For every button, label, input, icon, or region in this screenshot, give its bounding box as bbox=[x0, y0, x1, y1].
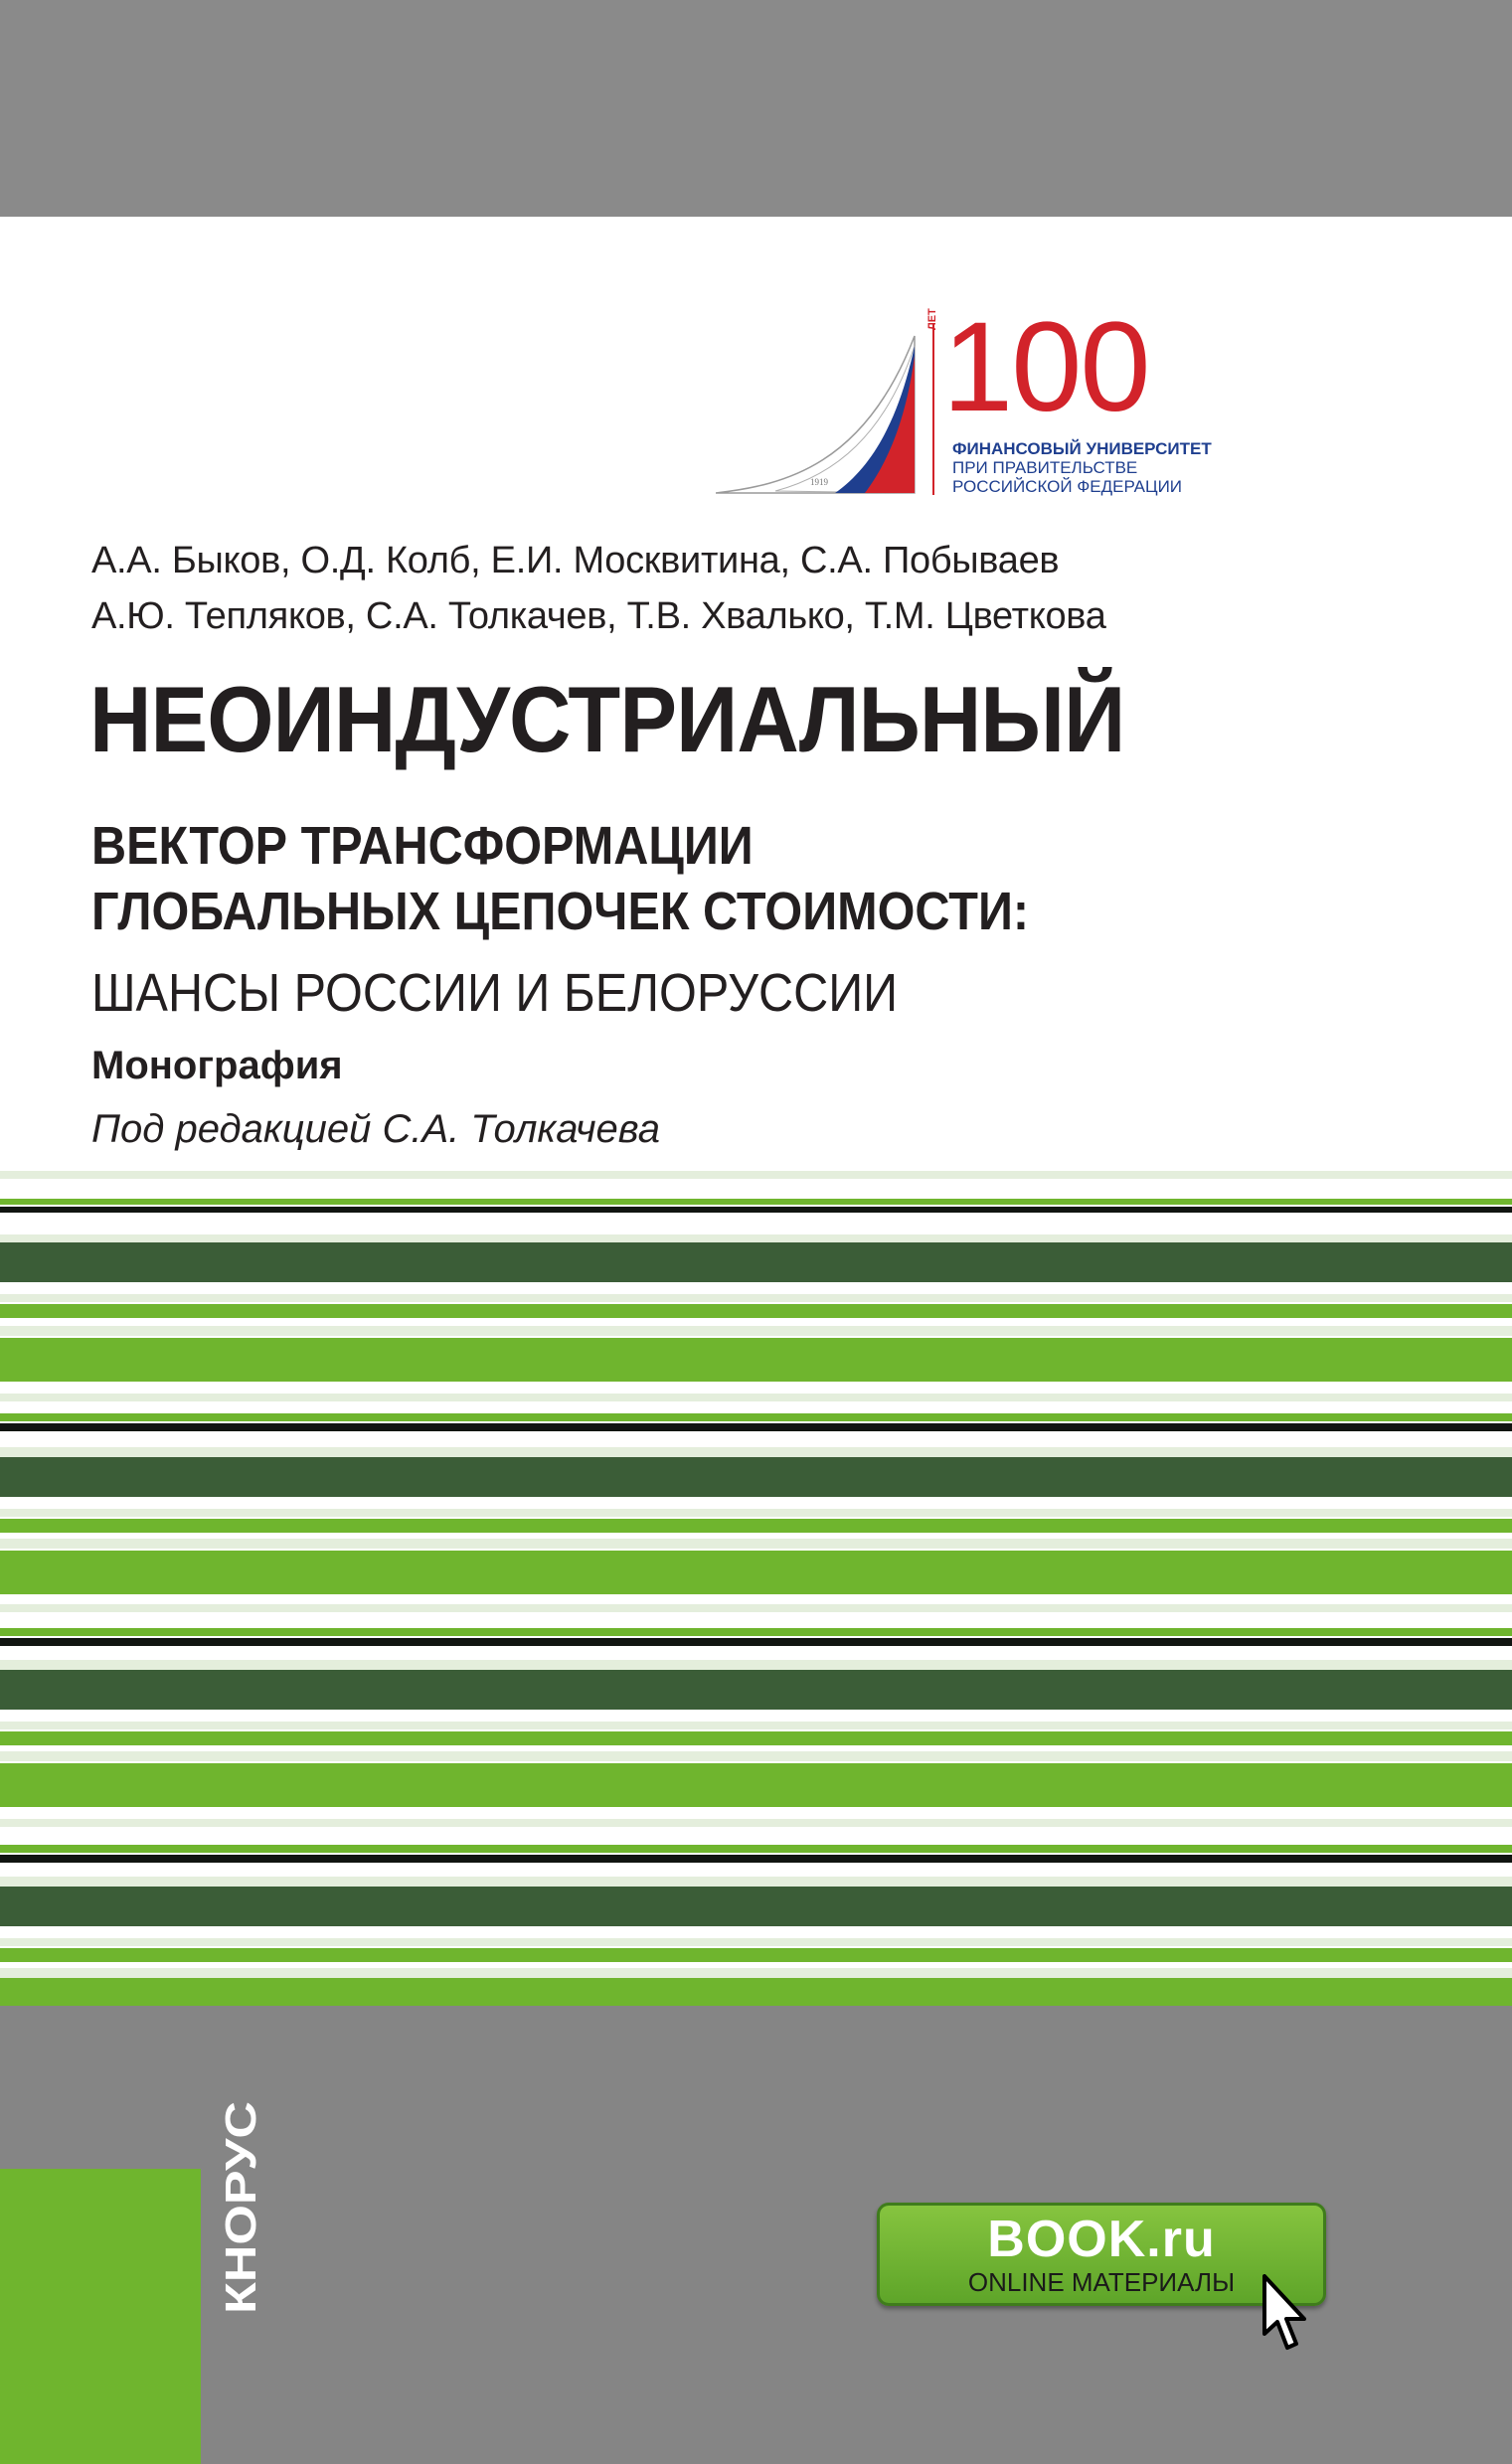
stripe bbox=[0, 1670, 1512, 1710]
logo-name-line3: РОССИЙСКОЙ ФЕДЕРАЦИИ bbox=[952, 477, 1183, 496]
logo-divider bbox=[932, 324, 934, 495]
subtitle-line3: ШАНСЫ РОССИИ И БЕЛОРУССИИ bbox=[91, 963, 899, 1023]
top-gray-band bbox=[0, 0, 1512, 217]
stripe bbox=[0, 1294, 1512, 1302]
stripe bbox=[0, 1423, 1512, 1431]
stripe bbox=[0, 1948, 1512, 1962]
book-title: НЕОИНДУСТРИАЛЬНЫЙ bbox=[89, 667, 1125, 771]
stripe bbox=[0, 1731, 1512, 1745]
stripe bbox=[0, 1628, 1512, 1636]
publisher-logo bbox=[204, 2097, 273, 2316]
logo-university-name bbox=[952, 439, 1212, 496]
genre-label: Монография bbox=[91, 1044, 343, 1087]
stripe bbox=[0, 1845, 1512, 1853]
stripe bbox=[0, 1638, 1512, 1646]
stripe bbox=[0, 1207, 1512, 1213]
stripe bbox=[0, 1763, 1512, 1807]
stripe bbox=[0, 1660, 1512, 1670]
logo-number: 100 bbox=[942, 296, 1149, 438]
stripe bbox=[0, 1855, 1512, 1863]
flag-wing-icon bbox=[716, 316, 924, 495]
stripe bbox=[0, 1171, 1512, 1179]
stripe bbox=[0, 1551, 1512, 1594]
subtitle-line1: ВЕКТОР ТРАНСФОРМАЦИИ bbox=[91, 816, 754, 876]
stripe bbox=[0, 1604, 1512, 1612]
logo-name-line2: ПРИ ПРАВИТЕЛЬСТВЕ bbox=[952, 458, 1138, 477]
authors-line1: А.А. Быков, О.Д. Колб, Е.И. Москвитина, С.А. Побываев bbox=[91, 540, 1060, 581]
stripe bbox=[0, 1751, 1512, 1761]
authors bbox=[91, 533, 1284, 644]
stripe bbox=[0, 1539, 1512, 1549]
stripe bbox=[0, 1509, 1512, 1517]
logo-founded-year: 1919 bbox=[810, 477, 828, 487]
mouse-pointer-icon bbox=[1260, 2274, 1310, 2354]
authors-line2: А.Ю. Тепляков, С.А. Толкачев, Т.В. Хвалько, Т.М. Цветкова bbox=[91, 595, 1106, 637]
stripe bbox=[0, 1447, 1512, 1457]
book-ru-title: BOOK.ru bbox=[987, 2211, 1216, 2268]
stripe bbox=[0, 1242, 1512, 1282]
stripe bbox=[0, 1338, 1512, 1382]
stripe bbox=[0, 1457, 1512, 1497]
stripe bbox=[0, 1968, 1512, 1978]
book-ru-button[interactable] bbox=[877, 2203, 1326, 2306]
book-ru-subtitle: ONLINE МАТЕРИАЛЫ bbox=[967, 2267, 1236, 2297]
stripe bbox=[0, 1326, 1512, 1336]
decorative-stripes bbox=[0, 1163, 1512, 2008]
stripe bbox=[0, 1199, 1512, 1205]
stripe bbox=[0, 1877, 1512, 1887]
stripe bbox=[0, 1394, 1512, 1401]
stripe bbox=[0, 1887, 1512, 1926]
logo-name-line1: ФИНАНСОВЫЙ УНИВЕРСИТЕТ bbox=[952, 439, 1212, 458]
stripe bbox=[0, 1519, 1512, 1533]
subtitle-line2: ГЛОБАЛЬНЫХ ЦЕПОЧЕК СТОИМОСТИ: bbox=[91, 882, 1030, 941]
stripe bbox=[0, 1722, 1512, 1729]
publisher-name: КНОРУС bbox=[217, 2134, 265, 2314]
green-corner-block bbox=[0, 2169, 201, 2464]
stripe bbox=[0, 1978, 1512, 2008]
stripe bbox=[0, 1304, 1512, 1318]
book-subtitle bbox=[91, 813, 1029, 944]
logo-years-label: ЛЕТ bbox=[926, 308, 938, 330]
stripe bbox=[0, 1819, 1512, 1827]
stripe bbox=[0, 1938, 1512, 1946]
editor-credit: Под редакцией С.А. Толкачева bbox=[91, 1107, 661, 1151]
stripe bbox=[0, 1413, 1512, 1421]
university-logo bbox=[716, 296, 1233, 496]
